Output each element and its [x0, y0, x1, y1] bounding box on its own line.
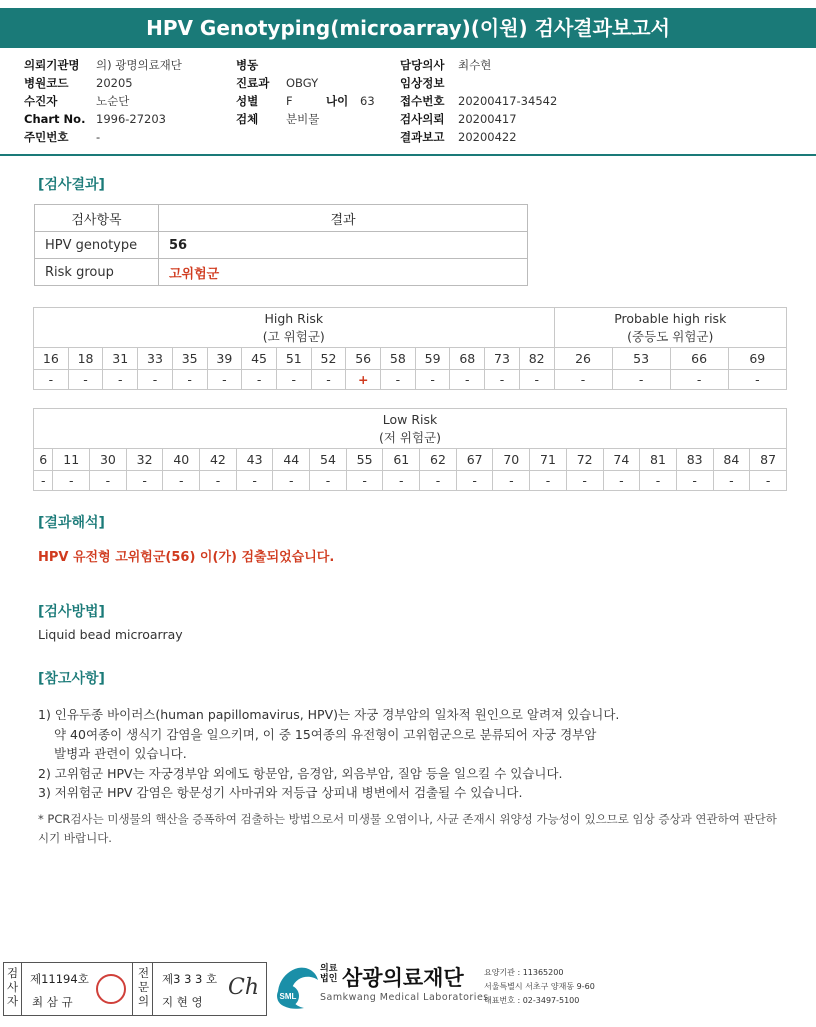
probable-high-risk-label-ko: (중등도 위험군)	[627, 328, 714, 344]
genotype-cell: 73	[485, 348, 520, 370]
reference-line: 약 40여종이 생식기 감염을 일으키며, 이 중 15여종의 유전형이 고위험군으로 분류되어 자궁 경부암	[54, 726, 597, 742]
patient-value: 노순단	[96, 94, 130, 108]
genotype-cell: 45	[242, 348, 277, 370]
references-list	[38, 705, 619, 803]
genotype-cell: 53	[612, 348, 670, 370]
detection-cell: -	[126, 471, 163, 491]
genotype-cell: 51	[276, 348, 311, 370]
method-text: Liquid bead microarray	[38, 627, 183, 642]
detection-cell: -	[728, 370, 786, 390]
resident-label: 주민번호	[24, 130, 69, 144]
genotype-cell: 6	[34, 449, 53, 471]
genotype-cell: 61	[383, 449, 420, 471]
institution-value: 의) 광명의료재단	[96, 58, 182, 72]
detection-cell: -	[200, 471, 237, 491]
detection-cell: -	[242, 370, 277, 390]
detection-cell: -	[456, 471, 493, 491]
genotype-cell: 30	[90, 449, 127, 471]
detection-cell: -	[493, 471, 530, 491]
genotype-cell: 32	[126, 449, 163, 471]
detection-cell: -	[103, 370, 138, 390]
detection-cell: -	[381, 370, 416, 390]
genotype-row	[34, 348, 787, 370]
probable-high-risk-label	[554, 308, 786, 348]
detection-cell: -	[68, 370, 103, 390]
institution-code: 요양기관 : 11365200	[484, 968, 564, 977]
detection-row	[34, 471, 787, 491]
ward-label: 병동	[236, 58, 259, 72]
detection-cell: -	[346, 471, 383, 491]
genotype-cell: 39	[207, 348, 242, 370]
detection-cell: -	[236, 471, 273, 491]
clinical-label: 임상정보	[400, 76, 445, 90]
dept-label: 진료과	[236, 76, 270, 90]
genotype-cell: 71	[530, 449, 567, 471]
detection-cell: -	[311, 370, 346, 390]
genotype-cell: 69	[728, 348, 786, 370]
result-item: Risk group	[35, 259, 159, 286]
age-label: 나이	[326, 94, 349, 108]
patient-header	[24, 56, 804, 146]
genotype-cell: 56	[346, 348, 381, 370]
genotype-cell: 83	[676, 449, 713, 471]
interpretation-heading: [결과해석]	[38, 515, 105, 531]
detection-cell: -	[485, 370, 520, 390]
low-risk-grid	[33, 408, 787, 491]
result-item: HPV genotype	[35, 232, 159, 259]
genotype-cell: 43	[236, 449, 273, 471]
high-risk-grid	[33, 307, 787, 390]
genotype-cell: 31	[103, 348, 138, 370]
receipt-value: 20200417-34542	[458, 94, 558, 108]
detection-cell: -	[163, 471, 200, 491]
genotype-cell: 26	[554, 348, 612, 370]
detection-cell: -	[276, 370, 311, 390]
specialist-license: 제3 3 3 호	[162, 972, 218, 986]
genotype-cell: 62	[420, 449, 457, 471]
genotype-cell: 42	[200, 449, 237, 471]
detection-cell: -	[603, 471, 640, 491]
sml-logo-icon	[272, 962, 326, 1012]
low-risk-label	[34, 409, 787, 449]
references-heading: [참고사항]	[38, 671, 105, 687]
detection-cell: -	[530, 471, 567, 491]
table-row	[35, 232, 528, 259]
resident-value: -	[96, 130, 101, 144]
detection-cell: -	[450, 370, 485, 390]
request-label: 검사의뢰	[400, 112, 445, 126]
genotype-cell: 67	[456, 449, 493, 471]
doctor-label: 담당의사	[400, 58, 445, 72]
genotype-cell: 72	[566, 449, 603, 471]
detection-cell: -	[420, 471, 457, 491]
specialist-label: 전 문 의	[135, 963, 153, 1015]
reference-line: 3) 저위험군 HPV 감염은 항문성기 사마귀와 저등급 상피내 병변에서 검출될 수 있습니다.	[38, 785, 523, 800]
dept-value: OBGY	[286, 76, 319, 90]
genotype-cell: 44	[273, 449, 310, 471]
detection-cell: -	[713, 471, 750, 491]
doctor-value: 최수현	[458, 58, 492, 72]
pcr-footnote: * PCR검사는 미생물의 핵산을 증폭하여 검출하는 방법으로서 미생물 오염이나, 사균 존재시 위양성 가능성이 있으므로 임상 증상과 연관하여 판단하시기 바랍니다.	[38, 812, 777, 845]
detection-cell: -	[566, 471, 603, 491]
low-risk-label-en: Low Risk	[382, 411, 438, 427]
age-value: 63	[360, 94, 375, 108]
low-risk-label-ko: (저 위험군)	[378, 429, 442, 445]
detection-cell: -	[519, 370, 554, 390]
interpretation-text: HPV 유전형 고위험군(56) 이(가) 검출되었습니다.	[38, 550, 335, 565]
hospital-code-value: 20205	[96, 76, 133, 90]
result-value: 고위험군	[159, 259, 528, 286]
examiner-cell	[4, 963, 133, 1015]
report-title: HPV Genotyping(microarray)(이원) 검사결과보고서	[0, 8, 816, 48]
genotype-cell: 55	[346, 449, 383, 471]
table-row	[35, 259, 528, 286]
result-report-label: 결과보고	[400, 130, 445, 144]
patient-label: 수진자	[24, 94, 58, 108]
org-prefix: 의료 법인	[320, 964, 338, 984]
header-divider	[0, 154, 816, 156]
institution-label: 의뢰기관명	[24, 58, 80, 72]
genotype-cell: 84	[713, 449, 750, 471]
sex-value: F	[286, 94, 293, 108]
reference-line: 1) 인유두종 바이러스(human papillomavirus, HPV)는 자궁 경부암의 일차적 원인으로 알려져 있습니다.	[38, 707, 620, 722]
genotype-cell: 11	[53, 449, 90, 471]
detection-cell: -	[207, 370, 242, 390]
examiner-label: 검 사 자	[4, 963, 22, 1015]
genotype-cell: 16	[34, 348, 69, 370]
probable-high-risk-label-en: Probable high risk	[614, 310, 727, 326]
genotype-cell: 54	[310, 449, 347, 471]
detection-cell: -	[273, 471, 310, 491]
detection-cell: -	[34, 471, 53, 491]
detection-cell: -	[612, 370, 670, 390]
detection-cell: +	[346, 370, 381, 390]
detection-cell: -	[750, 471, 787, 491]
org-contact	[484, 966, 595, 1008]
genotype-cell: 70	[493, 449, 530, 471]
detection-cell: -	[90, 471, 127, 491]
detection-cell: -	[53, 471, 90, 491]
detection-cell: -	[415, 370, 450, 390]
result-table-header	[35, 205, 528, 232]
reference-line: 2) 고위험군 HPV는 자궁경부암 외에도 항문암, 음경암, 외음부암, 질암 등을 일으킬 수 있습니다.	[38, 765, 563, 781]
detection-cell: -	[676, 471, 713, 491]
examiner-name: 최 삼 규	[32, 995, 73, 1009]
genotype-cell: 58	[381, 348, 416, 370]
high-risk-label	[34, 308, 555, 348]
request-value: 20200417	[458, 112, 517, 126]
col-result-header: 결과	[159, 205, 528, 232]
high-risk-label-en: High Risk	[264, 310, 324, 326]
org-english-name: Samkwang Medical Laboratories	[320, 992, 489, 1003]
genotype-cell: 87	[750, 449, 787, 471]
genotype-cell: 82	[519, 348, 554, 370]
high-risk-label-ko: (고 위험군)	[262, 328, 325, 344]
specialist-name: 지 현 영	[162, 995, 203, 1009]
genotype-cell: 59	[415, 348, 450, 370]
genotype-cell: 33	[138, 348, 173, 370]
genotype-cell: 74	[603, 449, 640, 471]
specialist-signature: Ch	[228, 975, 260, 1000]
genotype-cell: 68	[450, 348, 485, 370]
org-phone: 대표번호 : 02-3497-5100	[484, 996, 580, 1005]
org-address: 서울특별시 서초구 양재동 9-60	[484, 982, 595, 991]
detection-cell: -	[172, 370, 207, 390]
chart-value: 1996-27203	[96, 112, 166, 126]
chart-label: Chart No.	[24, 112, 86, 126]
detection-cell: -	[34, 370, 69, 390]
result-table	[34, 204, 528, 286]
result-value: 56	[159, 232, 528, 259]
detection-cell: -	[383, 471, 420, 491]
reference-line: 발병과 관련이 있습니다.	[54, 746, 187, 761]
genotype-cell: 52	[311, 348, 346, 370]
genotype-row	[34, 449, 787, 471]
col-item-header: 검사항목	[35, 205, 159, 232]
logo-text: SML	[279, 992, 297, 1001]
result-report-value: 20200422	[458, 130, 517, 144]
genotype-cell: 40	[163, 449, 200, 471]
detection-cell: -	[138, 370, 173, 390]
org-name: 삼광의료재단	[342, 966, 464, 990]
sex-label: 성별	[236, 94, 259, 108]
detection-cell: -	[310, 471, 347, 491]
hospital-code-label: 병원코드	[24, 76, 69, 90]
genotype-cell: 66	[670, 348, 728, 370]
detection-cell: -	[670, 370, 728, 390]
detection-row	[34, 370, 787, 390]
examiner-license: 제11194호	[30, 972, 89, 986]
genotype-cell: 18	[68, 348, 103, 370]
method-heading: [검사방법]	[38, 604, 105, 620]
detection-cell: -	[554, 370, 612, 390]
genotype-cell: 35	[172, 348, 207, 370]
genotype-cell: 81	[640, 449, 677, 471]
specimen-value: 분비물	[286, 112, 320, 126]
signature-box	[3, 962, 267, 1016]
detection-cell: -	[640, 471, 677, 491]
specimen-label: 검체	[236, 112, 259, 126]
receipt-label: 접수번호	[400, 94, 445, 108]
result-heading: [검사결과]	[38, 177, 105, 193]
